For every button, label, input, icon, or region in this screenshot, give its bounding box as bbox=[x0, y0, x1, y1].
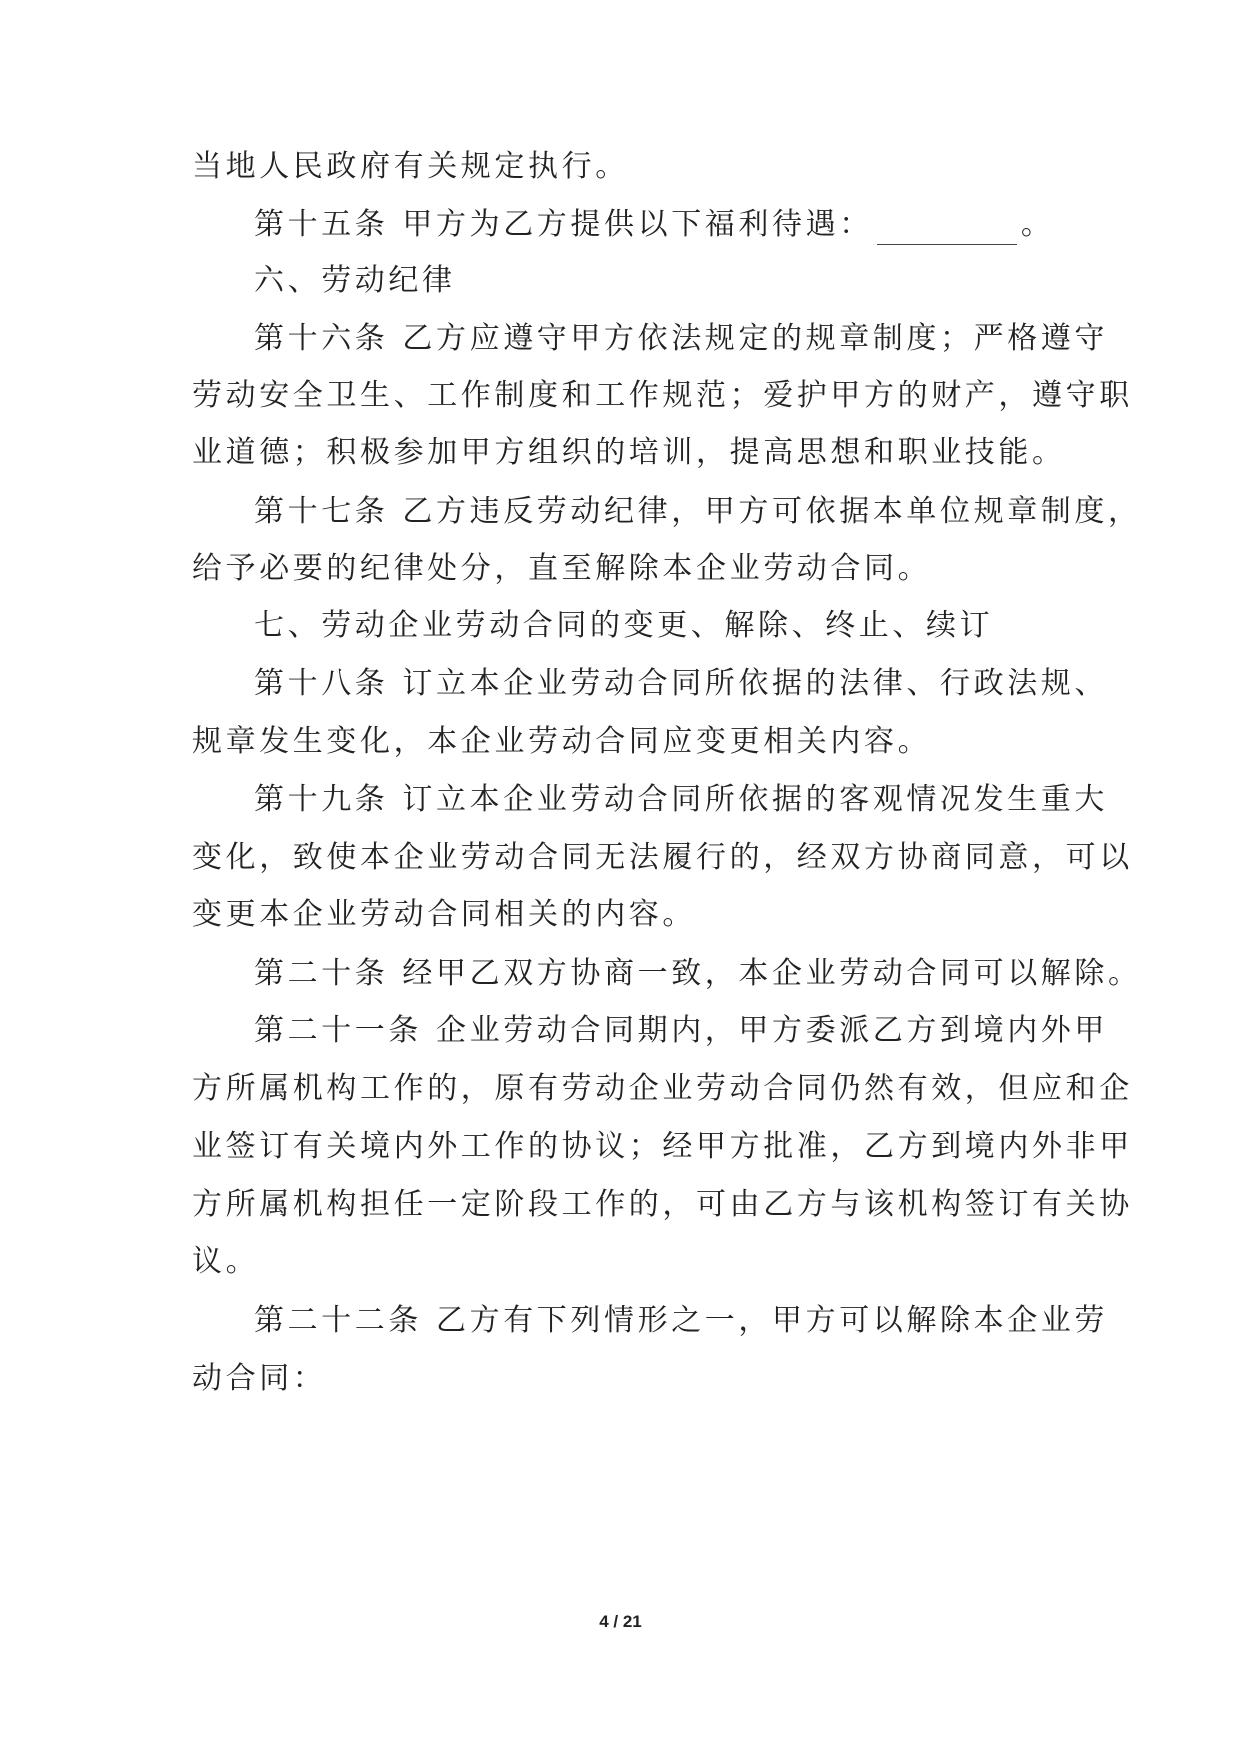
line-text: 劳动安全卫生、工作制度和工作规范；爱护甲方的财产，遵守职 bbox=[192, 378, 1133, 413]
article-number: 第十九条 bbox=[254, 782, 389, 817]
line-text: 经甲乙双方协商一致，本企业劳动合同可以解除。 bbox=[402, 956, 1142, 991]
article-16-line bbox=[254, 319, 1108, 359]
article-22-line bbox=[254, 1301, 1108, 1341]
fill-in-blank bbox=[877, 216, 1017, 245]
line-text: 乙方应遵守甲方依法规定的规章制度；严格遵守 bbox=[402, 321, 1109, 356]
line-text: 给予必要的纪律处分，直至解除本企业劳动合同。 bbox=[192, 551, 932, 586]
line-text: 变更本企业劳动合同相关的内容。 bbox=[192, 897, 696, 932]
line-text: 变化，致使本企业劳动合同无法履行的，经双方协商同意，可以 bbox=[192, 840, 1133, 875]
article-number: 第十六条 bbox=[254, 321, 389, 356]
paragraph-line bbox=[192, 838, 1133, 878]
article-15-line bbox=[254, 205, 1054, 245]
section-heading bbox=[254, 261, 456, 301]
line-text: 乙方违反劳动纪律，甲方可依据本单位规章制度， bbox=[402, 494, 1142, 529]
line-suffix: 。 bbox=[1020, 207, 1055, 242]
line-text: 业道德；积极参加甲方组织的培训，提高思想和职业技能。 bbox=[192, 435, 1066, 470]
section-title: 七、劳动企业劳动合同的变更、解除、终止、续订 bbox=[254, 608, 994, 643]
section-heading bbox=[254, 606, 993, 646]
line-text: 动合同： bbox=[192, 1361, 327, 1396]
article-number: 第十七条 bbox=[254, 494, 389, 529]
line-text: 业签订有关境内外工作的协议；经甲方批准，乙方到境内外非甲 bbox=[192, 1129, 1133, 1164]
article-19-line bbox=[254, 780, 1108, 820]
line-text: 甲方为乙方提供以下福利待遇： bbox=[402, 207, 873, 242]
paragraph-line bbox=[192, 1242, 259, 1282]
article-18-line bbox=[254, 664, 1108, 704]
paragraph-line bbox=[192, 433, 1066, 473]
section-title: 六、劳动纪律 bbox=[254, 263, 456, 298]
paragraph-line bbox=[192, 722, 931, 762]
article-number: 第二十二条 bbox=[254, 1303, 422, 1338]
line-text: 方所属机构工作的，原有劳动企业劳动合同仍然有效，但应和企 bbox=[192, 1071, 1133, 1106]
paragraph-line bbox=[192, 1359, 326, 1399]
paragraph-line bbox=[192, 1069, 1133, 1109]
article-20-line bbox=[254, 954, 1142, 994]
paragraph-line bbox=[192, 895, 696, 935]
paragraph-line bbox=[192, 549, 931, 589]
article-21-line bbox=[254, 1011, 1108, 1051]
line-text: 规章发生变化，本企业劳动合同应变更相关内容。 bbox=[192, 724, 932, 759]
paragraph-line bbox=[192, 147, 629, 187]
paragraph-line bbox=[192, 1185, 1133, 1225]
line-text: 乙方有下列情形之一，甲方可以解除本企业劳 bbox=[436, 1303, 1108, 1338]
article-number: 第十八条 bbox=[254, 666, 389, 701]
line-text: 方所属机构担任一定阶段工作的，可由乙方与该机构签订有关协 bbox=[192, 1187, 1133, 1222]
line-text: 订立本企业劳动合同所依据的法律、行政法规、 bbox=[402, 666, 1109, 701]
paragraph-line bbox=[192, 1127, 1133, 1167]
article-number: 第十五条 bbox=[254, 207, 389, 242]
paragraph-line bbox=[192, 376, 1133, 416]
page-number: 4 / 21 bbox=[599, 1612, 642, 1631]
line-text: 当地人民政府有关规定执行。 bbox=[192, 149, 629, 184]
article-number: 第二十一条 bbox=[254, 1013, 422, 1048]
line-text: 议。 bbox=[192, 1244, 260, 1279]
line-text: 企业劳动合同期内，甲方委派乙方到境内外甲 bbox=[436, 1013, 1108, 1048]
article-17-line bbox=[254, 492, 1142, 532]
article-number: 第二十条 bbox=[254, 956, 389, 991]
line-text: 订立本企业劳动合同所依据的客观情况发生重大 bbox=[402, 782, 1109, 817]
